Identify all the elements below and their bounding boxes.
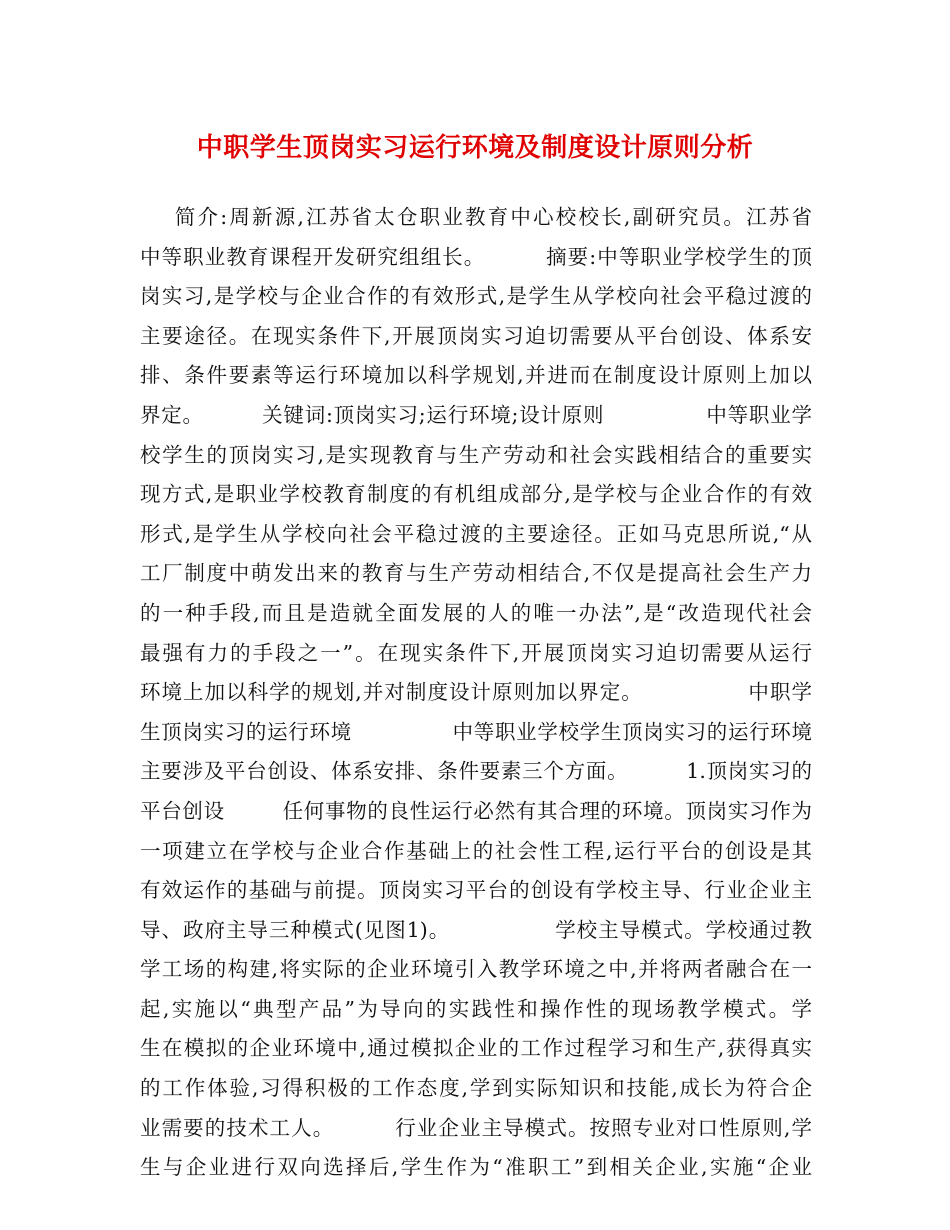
body-line: 校学生的顶岗实习,是实现教育与生产劳动和社会实践相结合的重要实 [140,442,812,467]
body-line: 平台创设 任何事物的良性运行必然有其合理的环境。顶岗实习作为 [140,798,812,823]
body-line: 的一种手段,而且是造就全面发展的人的唯一办法”,是“改造现代社会 [140,600,812,625]
document-body [140,198,812,1188]
body-line: 学工场的构建,将实际的企业环境引入教学环境之中,并将两者融合在一 [140,957,812,982]
body-line: 简介:周新源,江苏省太仓职业教育中心校校长,副研究员。江苏省 [140,205,812,229]
body-line: 的工作体验,习得积极的工作态度,学到实际知识和技能,成长为符合企 [140,1076,812,1101]
body-line: 环境上加以科学的规划,并对制度设计原则加以界定。 中职学 [140,680,812,705]
body-line: 起,实施以“典型产品”为导向的实践性和操作性的现场教学模式。学 [140,996,812,1021]
body-line: 最强有力的手段之一”。在现实条件下,开展顶岗实习迫切需要从运行 [140,640,812,665]
body-line: 生与企业进行双向选择后,学生作为“准职工”到相关企业,实施“企业 [140,1155,812,1180]
body-line: 主要途径。在现实条件下,开展顶岗实习迫切需要从平台创设、体系安 [140,323,812,348]
document-title: 中职学生顶岗实习运行环境及制度设计原则分析 [196,133,754,163]
body-line: 一项建立在学校与企业合作基础上的社会性工程,运行平台的创设是其 [140,838,812,863]
body-line: 工厂制度中萌发出来的教育与生产劳动相结合,不仅是提高社会生产力 [140,561,812,586]
body-line: 有效运作的基础与前提。顶岗实习平台的创设有学校主导、行业企业主 [140,878,812,903]
body-line: 生顶岗实习的运行环境 中等职业学校学生顶岗实习的运行环境 [140,719,812,744]
body-line: 界定。 关键词:顶岗实习;运行环境;设计原则 中等职业学 [140,402,812,427]
body-line: 导、政府主导三种模式(见图1)。 学校主导模式。学校通过教 [140,917,812,942]
body-line: 形式,是学生从学校向社会平稳过渡的主要途径。正如马克思所说,“从 [140,521,812,546]
body-line: 主要涉及平台创设、体系安排、条件要素三个方面。 1.顶岗实习的 [140,759,812,784]
body-line: 岗实习,是学校与企业合作的有效形式,是学生从学校向社会平稳过渡的 [140,284,812,309]
body-line: 业需要的技术工人。 行业企业主导模式。按照专业对口性原则,学 [140,1115,812,1140]
body-line: 生在模拟的企业环境中,通过模拟企业的工作过程学习和生产,获得真实 [140,1036,812,1061]
body-line: 排、条件要素等运行环境加以科学规划,并进而在制度设计原则上加以 [140,363,812,388]
body-line: 中等职业教育课程开发研究组组长。 摘要:中等职业学校学生的顶 [140,244,812,269]
body-line: 现方式,是职业学校教育制度的有机组成部分,是学校与企业合作的有效 [140,482,812,507]
